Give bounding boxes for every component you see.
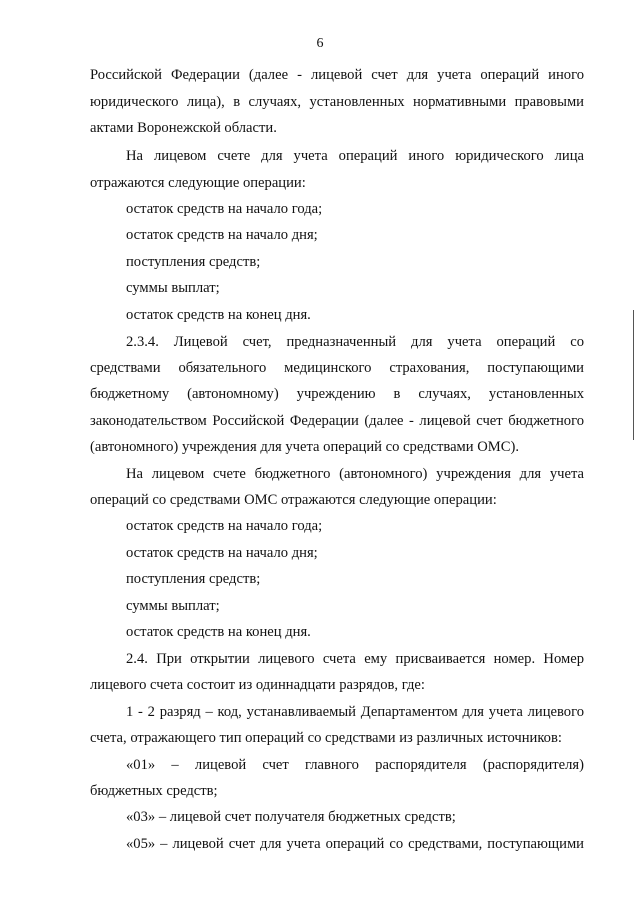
text-line: 1 - 2 разряд – код, устанавливаемый Департаментом для учета лицевого [126, 704, 584, 720]
text-line: лицевого счета состоит из одиннадцати разрядов, где: [90, 677, 425, 693]
text-line: юридического лица), в случаях, установленных нормативными правовыми [90, 94, 584, 110]
list-item: остаток средств на начало дня; [126, 227, 318, 243]
list-item: остаток средств на начало дня; [126, 545, 318, 561]
page-number: 6 [316, 36, 324, 51]
text-line: «05» – лицевой счет для учета операций со средствами, поступающими [126, 836, 584, 852]
text-line: Российской Федерации (далее - лицевой счет для учета операций иного [90, 67, 584, 83]
text-line: операций со средствами ОМС отражаются следующие операции: [90, 492, 497, 508]
text-line: бюджетных средств; [90, 783, 218, 799]
list-item: остаток средств на конец дня. [126, 307, 311, 323]
text-line: актами Воронежской области. [90, 120, 277, 136]
text-line: 2.3.4. Лицевой счет, предназначенный для учета операций со [126, 334, 584, 350]
text-line: счета, отражающего тип операций со средствами из различных источников: [90, 730, 562, 746]
list-item: остаток средств на конец дня. [126, 624, 311, 640]
text-line: средствами обязательного медицинского страхования, поступающими [90, 360, 584, 376]
text-line: отражаются следующие операции: [90, 175, 306, 191]
text-line: «03» – лицевой счет получателя бюджетных средств; [126, 809, 456, 825]
text-line: 2.4. При открытии лицевого счета ему присваивается номер. Номер [126, 651, 584, 667]
list-item: остаток средств на начало года; [126, 201, 323, 217]
text-line: На лицевом счете для учета операций иного юридического лица [126, 148, 584, 164]
list-item: поступления средств; [126, 571, 261, 587]
list-item: суммы выплат; [126, 598, 220, 614]
list-item: остаток средств на начало года; [126, 518, 323, 534]
list-item: поступления средств; [126, 254, 261, 270]
page-edge-line [633, 310, 634, 440]
text-line: «01» – лицевой счет главного распорядителя (распорядителя) [126, 757, 584, 773]
text-line: На лицевом счете бюджетного (автономного) учреждения для учета [126, 466, 584, 482]
text-line: законодательством Российской Федерации (далее - лицевой счет бюджетного [90, 413, 584, 429]
list-item: суммы выплат; [126, 280, 220, 296]
text-line: (автономного) учреждения для учета операций со средствами ОМС). [90, 439, 520, 455]
text-line: бюджетному (автономному) учреждению в случаях, установленных [90, 386, 584, 402]
